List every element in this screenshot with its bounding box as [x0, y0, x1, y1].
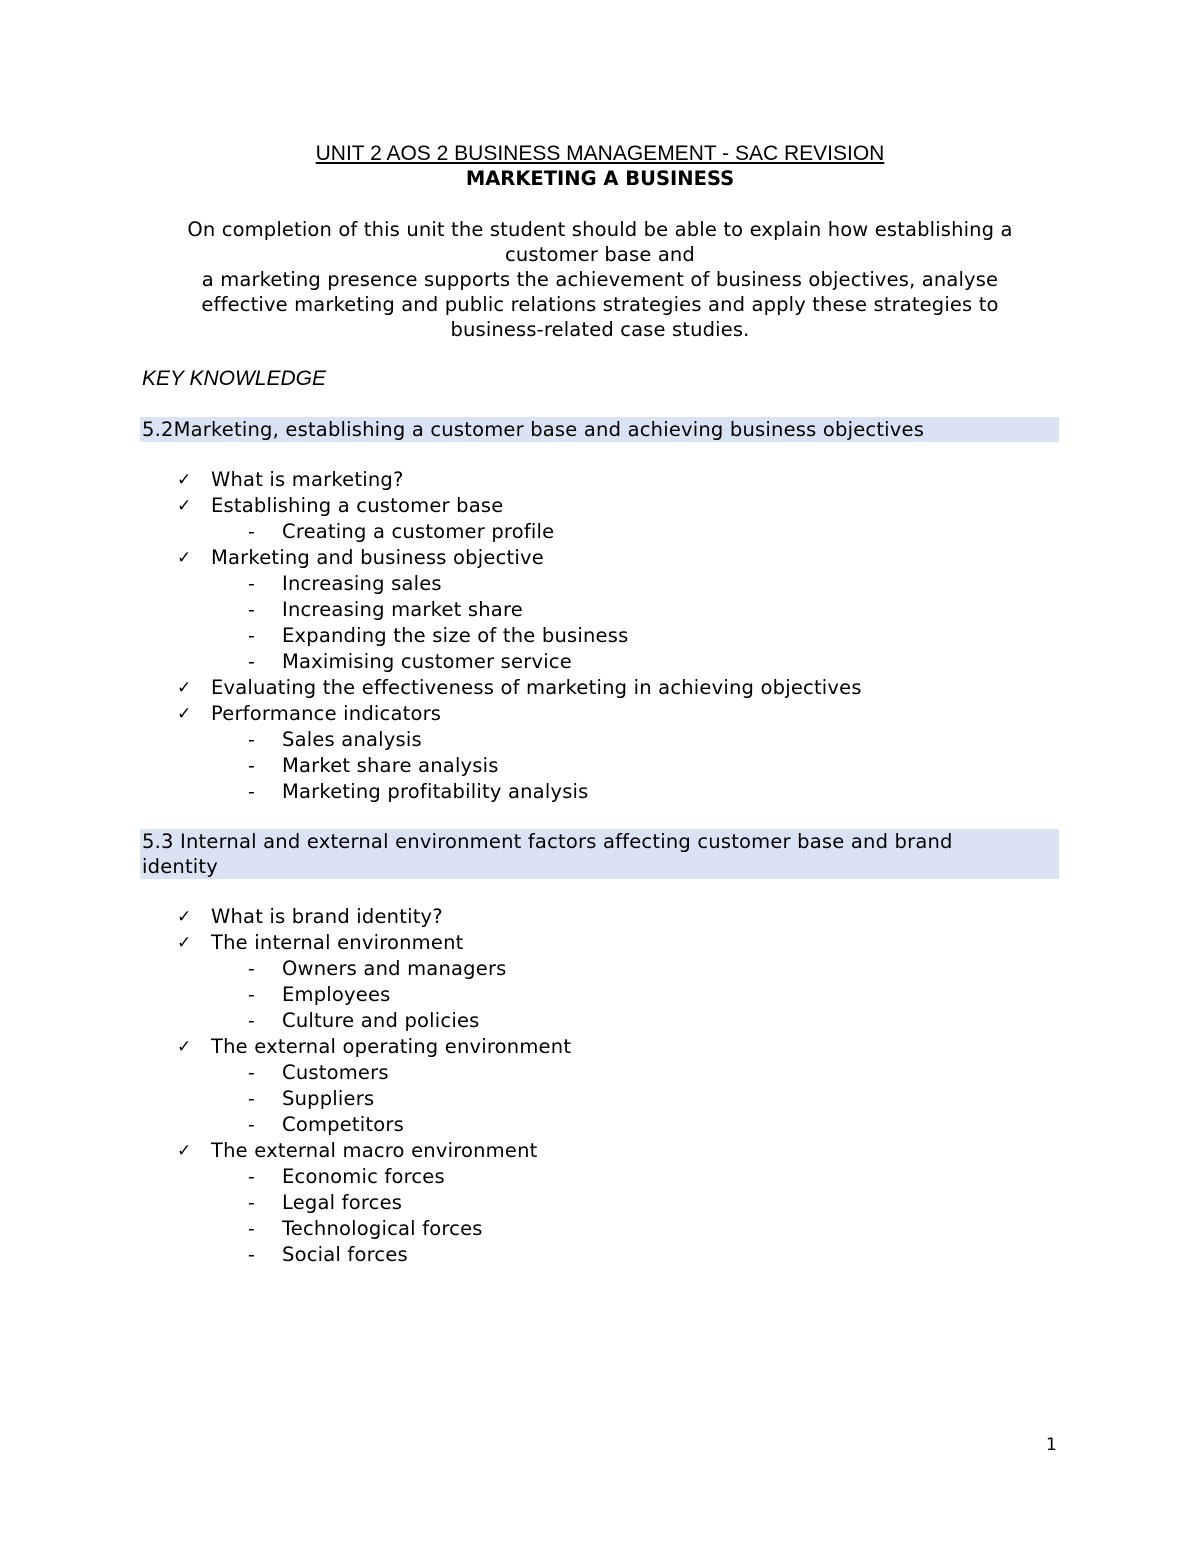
sub-list-item: Legal forces [282, 1191, 403, 1214]
sub-list-item: Suppliers [282, 1087, 375, 1110]
checklist-item: Performance indicators [211, 702, 442, 725]
sub-list-item: Expanding the size of the business [282, 624, 629, 647]
sub-list-item: Technological forces [282, 1217, 483, 1240]
intro-line: effective marketing and public relations strategies and apply these strategies to [201, 293, 999, 316]
intro-line: customer base and [505, 243, 695, 266]
sub-list-item: Market share analysis [282, 754, 499, 777]
document-title: UNIT 2 AOS 2 BUSINESS MANAGEMENT - SAC REVISION [315, 142, 885, 165]
dash-bullet-icon: - [248, 1192, 255, 1214]
dash-bullet-icon: - [248, 1062, 255, 1084]
checklist-item: Evaluating the effectiveness of marketing in achieving objectives [211, 676, 862, 699]
sub-list-item: Maximising customer service [282, 650, 572, 673]
dash-bullet-icon: - [248, 1010, 255, 1032]
dash-bullet-icon: - [248, 755, 255, 777]
key-knowledge-label: KEY KNOWLEDGE [142, 367, 326, 390]
sub-list-item: Competitors [282, 1113, 404, 1136]
sub-list-item: Owners and managers [282, 957, 507, 980]
document-subtitle: MARKETING A BUSINESS [465, 167, 735, 190]
dash-bullet-icon: - [248, 599, 255, 621]
checkmark-icon: ✓ [177, 933, 192, 953]
sub-list-item: Sales analysis [282, 728, 422, 751]
dash-bullet-icon: - [248, 625, 255, 647]
checkmark-icon: ✓ [177, 907, 192, 927]
section-heading-5-3 [140, 829, 1059, 879]
checkmark-icon: ✓ [177, 704, 192, 724]
checklist-item: The internal environment [211, 931, 464, 954]
intro-line: business-related case studies. [450, 318, 750, 341]
dash-bullet-icon: - [248, 1088, 255, 1110]
checkmark-icon: ✓ [177, 1141, 192, 1161]
section-heading-line: identity [142, 855, 219, 878]
dash-bullet-icon: - [248, 521, 255, 543]
intro-paragraph [140, 217, 1060, 342]
checklist-item: What is brand identity? [211, 905, 443, 928]
checklist-item: The external macro environment [211, 1139, 538, 1162]
checkmark-icon: ✓ [177, 1037, 192, 1057]
dash-bullet-icon: - [248, 781, 255, 803]
checklist-item: What is marketing? [211, 468, 404, 491]
checklist-item: Marketing and business objective [211, 546, 544, 569]
section-heading-line: 5.3 Internal and external environment factors affecting customer base and brand [142, 830, 953, 853]
dash-bullet-icon: - [248, 573, 255, 595]
checkmark-icon: ✓ [177, 496, 192, 516]
sub-list-item: Social forces [282, 1243, 408, 1266]
sub-list-item: Economic forces [282, 1165, 445, 1188]
sub-list-item: Increasing market share [282, 598, 523, 621]
page-number: 1 [1046, 1435, 1057, 1455]
sub-list-item: Customers [282, 1061, 389, 1084]
dash-bullet-icon: - [248, 1166, 255, 1188]
dash-bullet-icon: - [248, 1114, 255, 1136]
checkmark-icon: ✓ [177, 678, 192, 698]
dash-bullet-icon: - [248, 1244, 255, 1266]
section-heading-line: 5.2Marketing, establishing a customer base and achieving business objectives [142, 418, 925, 441]
section-heading-5-2 [140, 417, 1059, 442]
sub-list-item: Marketing profitability analysis [282, 780, 589, 803]
sub-list-item: Increasing sales [282, 572, 442, 595]
checklist-item: The external operating environment [211, 1035, 572, 1058]
dash-bullet-icon: - [248, 984, 255, 1006]
dash-bullet-icon: - [248, 958, 255, 980]
checklist-item: Establishing a customer base [211, 494, 504, 517]
sub-list-item: Employees [282, 983, 391, 1006]
dash-bullet-icon: - [248, 651, 255, 673]
intro-line: a marketing presence supports the achievement of business objectives, analyse [201, 268, 999, 291]
dash-bullet-icon: - [248, 1218, 255, 1240]
sub-list-item: Creating a customer profile [282, 520, 555, 543]
sub-list-item: Culture and policies [282, 1009, 480, 1032]
dash-bullet-icon: - [248, 729, 255, 751]
intro-line: On completion of this unit the student should be able to explain how establishing a [187, 218, 1013, 241]
checkmark-icon: ✓ [177, 470, 192, 490]
checkmark-icon: ✓ [177, 548, 192, 568]
